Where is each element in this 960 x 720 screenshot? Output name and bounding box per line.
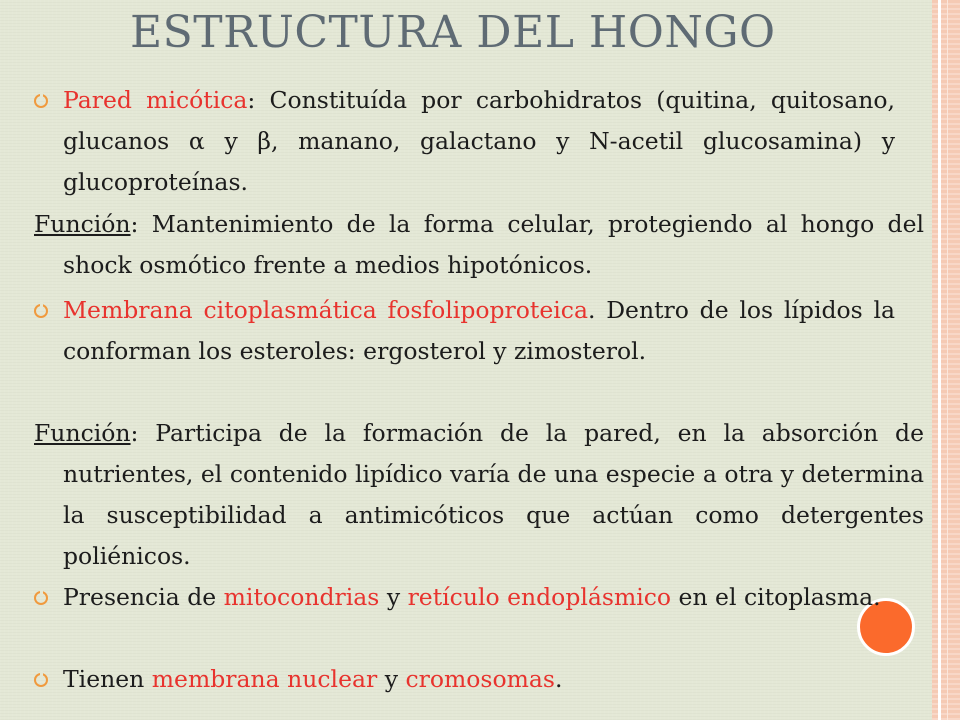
term-pared-micotica: Pared micótica (63, 86, 248, 114)
right-decorative-border (932, 0, 960, 720)
text-segment: y (379, 583, 408, 611)
label-funcion: Función (34, 419, 131, 447)
paragraph-organelos (63, 577, 895, 618)
border-light-line (947, 0, 948, 720)
text-segment: y (377, 665, 406, 693)
term-membrana-nuclear: membrana nuclear (151, 665, 378, 693)
text-funcion-pared: : Mantenimiento de la forma celular, protegiendo al hongo del shock osmótico frente a medios hipotónicos. (63, 210, 924, 279)
bullet-icon (34, 94, 48, 108)
text-segment: Presencia de (63, 583, 224, 611)
text-membrana-description: . Dentro de los lípidos la conforman los esteroles: ergosterol y zimosterol. (63, 296, 895, 365)
term-mitocondrias: mitocondrias (223, 583, 380, 611)
text-segment: en el citoplasma. (671, 583, 881, 611)
paragraph-funcion-pared (34, 204, 924, 286)
paragraph-pared (63, 80, 895, 203)
slide-title: ESTRUCTURA DEL HONGO (130, 7, 776, 58)
term-membrana-citoplasmatica: Membrana citoplasmática fosfolipoproteica (63, 296, 588, 324)
text-segment: . (555, 665, 563, 693)
paragraph-funcion-membrana (34, 413, 924, 577)
paragraph-nucleo (63, 659, 895, 700)
term-cromosomas: cromosomas (405, 665, 555, 693)
label-funcion: Función (34, 210, 131, 238)
paragraph-membrana (63, 290, 895, 372)
text-pared-description: : Constituída por carbohidratos (quitina, quitosano, glucanos α y β, manano, galactano y N-acetil glucosamina) y glucoproteínas. (63, 86, 895, 196)
text-segment: Tienen (63, 665, 152, 693)
text-funcion-membrana: : Participa de la formación de la pared, en la absorción de nutrientes, el contenido lipídico varía de una especie a otra y determina la susceptibilidad a antimicóticos que actúan como detergentes poliénicos. (63, 419, 924, 570)
bullet-icon (34, 591, 48, 605)
term-reticulo-endoplasmico: retículo endoplásmico (407, 583, 672, 611)
bullet-icon (34, 673, 48, 687)
bullet-icon (34, 304, 48, 318)
border-white-line (938, 0, 941, 720)
